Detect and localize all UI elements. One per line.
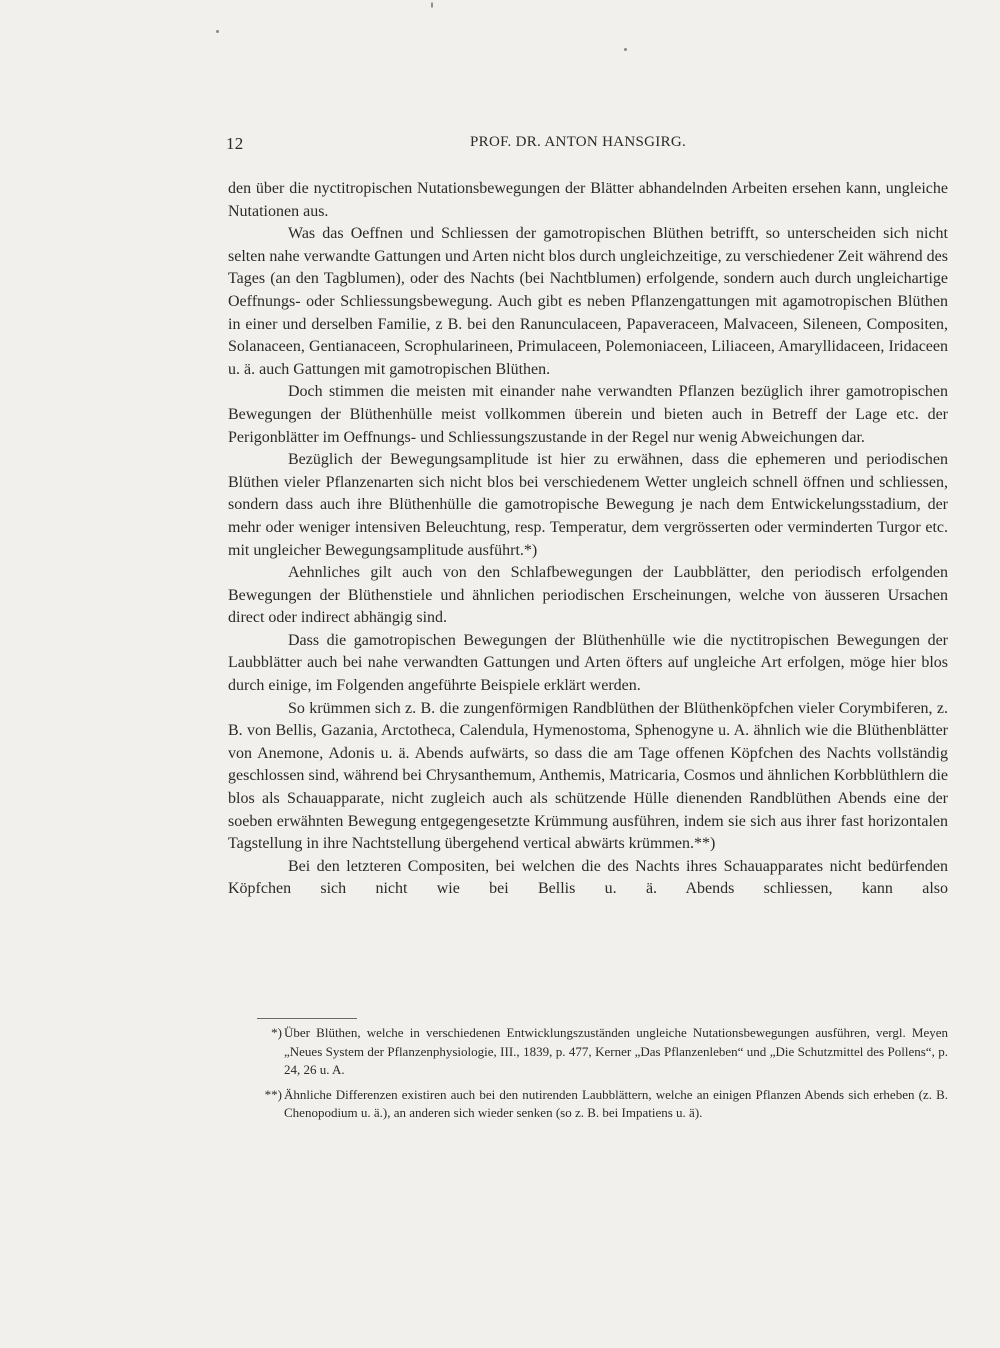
paragraph: Aehnliches gilt auch von den Schlafbewegungen der Laubblätter, den periodisch erfolgenden Bewegungen der Blüthenstiele und ähnlichen periodischen Erscheinungen, welche von äusseren Ursachen direct oder indirect abhängig sind. [228,564,948,627]
paragraph: Bezüglich der Bewegungsamplitude ist hier zu erwähnen, dass die ephemeren und periodischen Blüthen vieler Pflanzenarten sich nicht blos bei verschiedenem Wetter ungleich schnell öffnen und schliessen, sondern dass auch ihre Blüthenhülle die gamotropische Bewegung je nach dem Entwickelungsstadium, der mehr oder weniger intensiven Beleuchtung, resp. Temperatur, dem vergrösserten oder verminderten Turgor etc. mit ungleicher Bewegungsamplitude ausführt.*) [228,451,948,559]
body-text [228,178,948,901]
paragraph: den über die nyctitropischen Nutationsbewegungen der Blätter abhandelnden Arbeiten ersehen kann, ungleiche Nutationen aus. [228,180,948,220]
footnote [228,1086,948,1123]
scan-speck [216,30,219,33]
scan-speck [624,48,627,51]
running-head: PROF. DR. ANTON HANSGIRG. [470,134,687,150]
footnotes [228,1024,948,1129]
footnote-rule [257,1018,357,1019]
paragraph: Dass die gamotropischen Bewegungen der Blüthenhülle wie die nyctitropischen Bewegungen der Laubblätter auch bei nahe verwandten Gattungen und Arten öfters auf ungleiche Art erfolgen, möge hier blos durch einige, im Folgenden angeführte Beispiele erklärt werden. [228,631,948,695]
footnote [228,1024,948,1080]
paragraph: Was das Oeffnen und Schliessen der gamotropischen Blüthen betrifft, so unterscheiden sich nicht selten nahe verwandte Gattungen und Arten nicht blos durch ungleichzeitige, zu verschiedener Zeit während des Tages (an den Tagblumen), oder des Nachts (bei Nachtblumen) erfolgende, sondern auch durch ungleichartige Oeffnungs- oder Schliessungsbewegung. Auch gibt es neben Pflanzengattungen mit agamotropischen Blüthen in einer und derselben Familie, z B. bei den Ranunculaceen, Papaveraceen, Malvaceen, Sileneen, Compositen, Solanaceen, Gentianaceen, Scrophularineen, Primulaceen, Polemoniaceen, Liliaceen, Amaryllidaceen, Iridaceen u. ä. auch Gattungen mit gamotropischen Blüthen. [228,225,948,378]
paragraph: Doch stimmen die meisten mit einander nahe verwandten Pflanzen bezüglich ihrer gamotropischen Bewegungen der Blüthenhülle meist vollkommen überein und bieten auch in Betreff der Lage etc. der Perigonblätter im Oeffnungs- und Schliessungszustande in der Regel nur wenig Abweichungen dar. [228,383,948,446]
footnote-marker: **) [264,1086,282,1102]
page-number: 12 [226,134,244,153]
footnote-text: Ähnliche Differenzen existiren auch bei den nutirenden Laubblättern, welche an einigen Pflanzen Abends sich erheben (z. B. Chenopodium u. ä.), an anderen sich wieder senken (so z. B. bei Impatiens u. ä). [284,1086,948,1120]
scan-speck [431,2,433,8]
paragraph: Bei den letzteren Compositen, bei welchen die des Nachts ihres Schauapparates nicht bedürfenden Köpfchen sich nicht wie bei Bellis u. ä. Abends schliessen, kann also [228,857,948,898]
footnote-text: Über Blüthen, welche in verschiedenen Entwicklungszuständen ungleiche Nutationsbewegungen ausführen, vergl. Meyen „Neues System der Pflanzenphysiologie, III., 1839, p. 477, Kerner „Das Pflanzenleben“ und „Die Schutzmittel des Pollens“, p. 24, 26 u. A. [284,1025,948,1077]
paragraph: So krümmen sich z. B. die zungenförmigen Randblüthen der Blüthenköpfchen vieler Corymbiferen, z. B. von Bellis, Gazania, Arctotheca, Calendula, Hymenostoma, Sphenogyne u. A. ähnlich wie die Blüthenblätter von Anemone, Adonis u. ä. Abends aufwärts, so dass die am Tage offenen Köpfchen des Nachts vollständig geschlossen sind, während bei Chrysanthemum, Anthemis, Matricaria, Cosmos und ähnlichen Korbblüthlern die blos als Schauapparate, nicht zugleich auch als schützende Hülle dienenden Randblüthen Abends eine der soeben erwähnten Bewegung entgegengesetzte Krümmung ausführen, indem sie sich aus ihrer fast horizontalen Tagstellung in ihre Nachtstellung übergehend vertical abwärts krümmen.**) [228,699,948,853]
footnote-marker: *) [271,1025,282,1040]
